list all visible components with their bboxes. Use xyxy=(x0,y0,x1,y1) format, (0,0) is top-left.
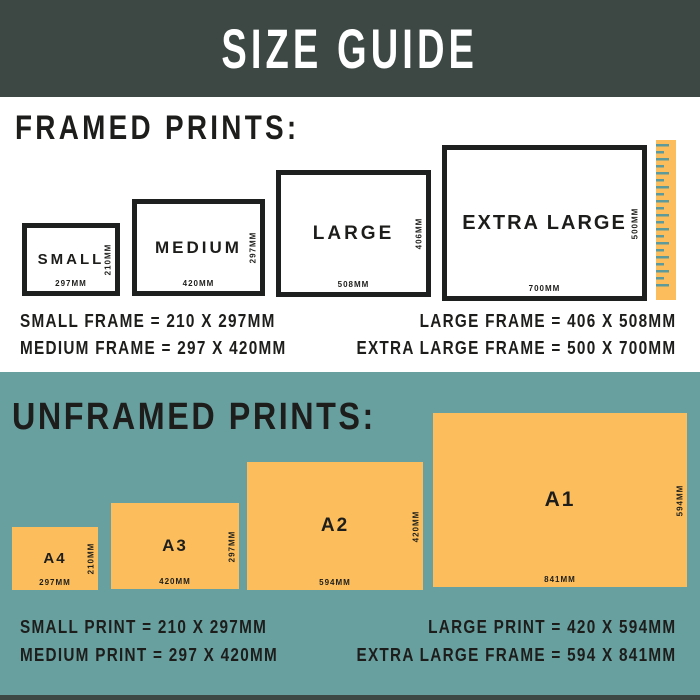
unframed-prints-section xyxy=(0,372,700,700)
unframed-notes-right xyxy=(356,613,676,669)
note-large-frame: LARGE FRAME = 406 X 508MM xyxy=(419,311,676,331)
note-small-frame: SMALL FRAME = 210 X 297MM xyxy=(20,311,276,331)
print-a1-width-label: 841MM xyxy=(544,575,576,584)
print-a1-height-label-text: 594MM xyxy=(675,484,685,516)
note-medium-print: MEDIUM PRINT = 297 X 420MM xyxy=(20,645,279,665)
note-extra-large-print: EXTRA LARGE FRAME = 594 X 841MM xyxy=(356,645,676,665)
print-a4 xyxy=(12,527,98,590)
note-extra-large-frame: EXTRA LARGE FRAME = 500 X 700MM xyxy=(356,338,676,358)
print-a3-label: A3 xyxy=(162,536,188,555)
frame-medium xyxy=(132,199,265,296)
print-a4-height-label xyxy=(85,527,97,590)
print-a3-height-label xyxy=(226,503,238,589)
print-a2 xyxy=(247,462,423,590)
print-a1 xyxy=(433,413,687,587)
frame-small-label: SMALL xyxy=(37,251,105,268)
frame-extra-large xyxy=(442,145,647,301)
framed-prints-heading: FRAMED PRINTS: xyxy=(15,109,300,147)
print-a2-width-label: 594MM xyxy=(319,578,351,587)
frame-extra-large-width-label: 700MM xyxy=(528,284,561,293)
frame-extra-large-label: EXTRA LARGE xyxy=(462,211,627,234)
unframed-prints-heading: UNFRAMED PRINTS: xyxy=(12,396,376,438)
print-a2-height-label-text: 420MM xyxy=(411,510,421,542)
page-title: SIZE GUIDE xyxy=(221,17,479,80)
frame-small-width-label: 297MM xyxy=(55,279,87,288)
frame-large xyxy=(276,170,431,297)
print-a3-height-label-text: 297MM xyxy=(227,530,237,562)
frame-medium-label: MEDIUM xyxy=(155,237,242,257)
print-a2-label: A2 xyxy=(320,515,350,536)
print-a2-height-label xyxy=(410,462,422,590)
ruler-icon xyxy=(656,140,676,300)
frame-medium-height-label-text: 297MM xyxy=(248,231,258,264)
header xyxy=(0,0,700,97)
frame-small-height-label xyxy=(102,228,114,291)
print-a1-height-label xyxy=(674,413,686,587)
frame-large-label: LARGE xyxy=(312,222,395,244)
print-a1-label: A1 xyxy=(544,488,576,511)
note-large-print: LARGE PRINT = 420 X 594MM xyxy=(427,617,676,637)
unframed-notes-left xyxy=(20,613,278,669)
print-a4-label: A4 xyxy=(43,550,67,567)
frame-large-height-label-text: 406MM xyxy=(414,217,424,250)
note-small-print: SMALL PRINT = 210 X 297MM xyxy=(20,617,268,637)
frame-large-width-label: 508MM xyxy=(337,280,370,289)
frame-extra-large-height-label-text: 500MM xyxy=(630,207,640,239)
frame-small xyxy=(22,223,120,296)
framed-prints-section xyxy=(0,97,700,372)
print-a3 xyxy=(111,503,239,589)
frame-large-height-label xyxy=(413,175,425,292)
frame-extra-large-height-label xyxy=(629,150,641,296)
print-a4-height-label-text: 210MM xyxy=(86,542,96,575)
framed-notes-right xyxy=(356,308,676,362)
note-medium-frame: MEDIUM FRAME = 297 X 420MM xyxy=(20,338,287,358)
footer-strip xyxy=(0,695,700,700)
frame-medium-height-label xyxy=(247,204,259,291)
frame-small-height-label-text: 210MM xyxy=(103,243,113,276)
frame-medium-width-label: 420MM xyxy=(182,279,215,288)
print-a4-width-label: 297MM xyxy=(39,578,71,587)
print-a3-width-label: 420MM xyxy=(159,577,191,586)
framed-notes-left xyxy=(20,308,287,362)
